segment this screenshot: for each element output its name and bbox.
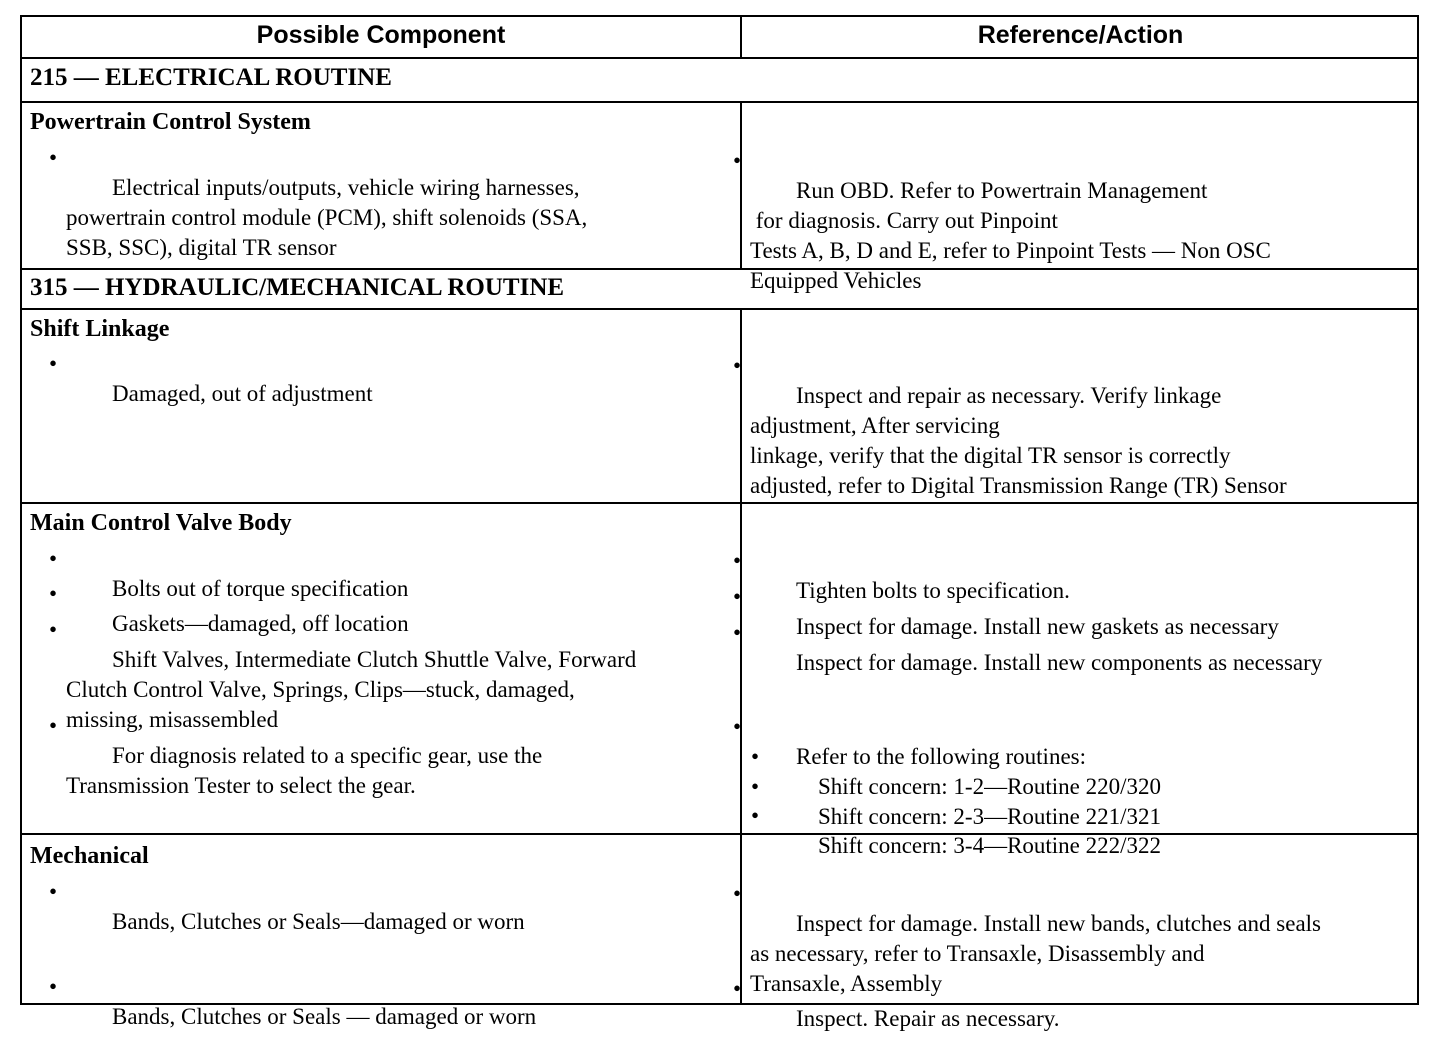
component-item	[49, 972, 537, 1062]
bullet-icon: •	[49, 581, 58, 606]
group-title-shift-linkage: Shift Linkage	[30, 316, 170, 342]
action-item	[733, 618, 1323, 708]
action-text: Inspect for damage. Install new gaskets as necessary	[796, 614, 1279, 639]
component-item	[49, 877, 525, 967]
bullet-icon: •	[49, 974, 58, 999]
component-text: Gaskets—damaged, off location	[112, 611, 409, 636]
column-divider	[740, 103, 742, 268]
bullet-icon: •	[733, 976, 742, 1001]
component-text: For diagnosis related to a specific gear, use the Transmission Tester to select the gear.	[66, 743, 543, 798]
bullet-icon: •	[49, 145, 58, 170]
header-possible-component: Possible Component	[256, 21, 506, 49]
bullet-icon: •	[733, 881, 742, 906]
section-title-215: 215 — ELECTRICAL ROUTINE	[30, 64, 392, 91]
bullet-icon: •	[49, 546, 58, 571]
action-cell	[733, 103, 1415, 293]
bullet-icon: •	[733, 584, 742, 609]
bullet-icon: •	[49, 879, 58, 904]
component-cell	[30, 310, 730, 502]
group-title-powertrain: Powertrain Control System	[30, 109, 311, 135]
component-text: Shift Valves, Intermediate Clutch Shuttle Valve, Forward Clutch Control Valve, Springs, Clips—stuck, damaged, missing, misassembled	[66, 647, 637, 732]
component-text: Electrical inputs/outputs, vehicle wiring harnesses, powertrain control module (PCM), shift solenoids (SSA, SSB, SSC), digital TR sensor	[66, 175, 588, 260]
component-cell	[30, 504, 730, 833]
component-cell	[30, 103, 730, 268]
bullet-icon: •	[733, 620, 742, 645]
action-item	[733, 974, 1060, 1064]
component-text: Damaged, out of adjustment	[112, 381, 373, 406]
table-row-mechanical	[22, 835, 1417, 1031]
table-header-row	[22, 17, 1417, 59]
bullet-icon: •	[751, 774, 760, 799]
action-subtext: Shift concern: 2-3—Routine 221/321	[818, 804, 1162, 829]
action-cell	[733, 835, 1415, 1031]
component-text: Bands, Clutches or Seals—damaged or worn	[112, 909, 525, 934]
action-subtext: Shift concern: 1-2—Routine 220/320	[818, 774, 1162, 799]
action-subtext: Shift concern: 3-4—Routine 222/322	[818, 833, 1162, 858]
bullet-icon: •	[751, 744, 760, 769]
bullet-icon: •	[733, 714, 742, 739]
action-text: Run OBD. Refer to Powertrain Management for diagnosis. Carry out Pinpoint Tests A, B, D and E, refer to Pinpoint Tests — Non OSC Equipped Vehicles	[750, 178, 1271, 293]
component-item	[49, 711, 543, 831]
bullet-icon: •	[733, 148, 742, 173]
section-row-215	[22, 59, 1417, 103]
column-divider	[740, 310, 742, 502]
bullet-icon: •	[49, 713, 58, 738]
bullet-icon: •	[49, 351, 58, 376]
group-title-mechanical: Mechanical	[30, 843, 149, 869]
section-row-315	[22, 270, 1417, 310]
action-cell	[733, 310, 1415, 502]
component-text: Bolts out of torque specification	[112, 576, 409, 601]
component-cell	[30, 835, 730, 1029]
action-cell	[733, 504, 1415, 858]
bullet-icon: •	[49, 617, 58, 642]
table-row-shift-linkage	[22, 310, 1417, 504]
diagnosis-table	[20, 15, 1419, 1031]
action-text: Tighten bolts to specification.	[796, 578, 1070, 603]
section-title-315: 315 — HYDRAULIC/MECHANICAL ROUTINE	[30, 274, 565, 301]
action-text: Inspect for damage. Install new bands, clutches and seals as necessary, refer to Transaxle, Disassembly and Transaxle, Assembly	[750, 911, 1321, 996]
action-text: Inspect for damage. Install new components as necessary	[796, 650, 1323, 675]
action-text: Refer to the following routines:	[796, 744, 1086, 769]
component-text: Bands, Clutches or Seals — damaged or worn	[112, 1004, 537, 1029]
action-text: Inspect. Repair as necessary.	[796, 1006, 1060, 1031]
bullet-icon: •	[733, 353, 742, 378]
header-reference-action: Reference/Action	[977, 21, 1184, 49]
action-text: Inspect and repair as necessary. Verify linkage adjustment, After servicing linkage, verify that the digital TR sensor is correctly adjusted, refer to Digital Transmission Range (TR) Sensor	[750, 383, 1287, 498]
bullet-icon: •	[751, 803, 760, 828]
component-item	[49, 349, 373, 439]
bullet-icon: •	[733, 548, 742, 573]
group-title-valve-body: Main Control Valve Body	[30, 510, 292, 536]
